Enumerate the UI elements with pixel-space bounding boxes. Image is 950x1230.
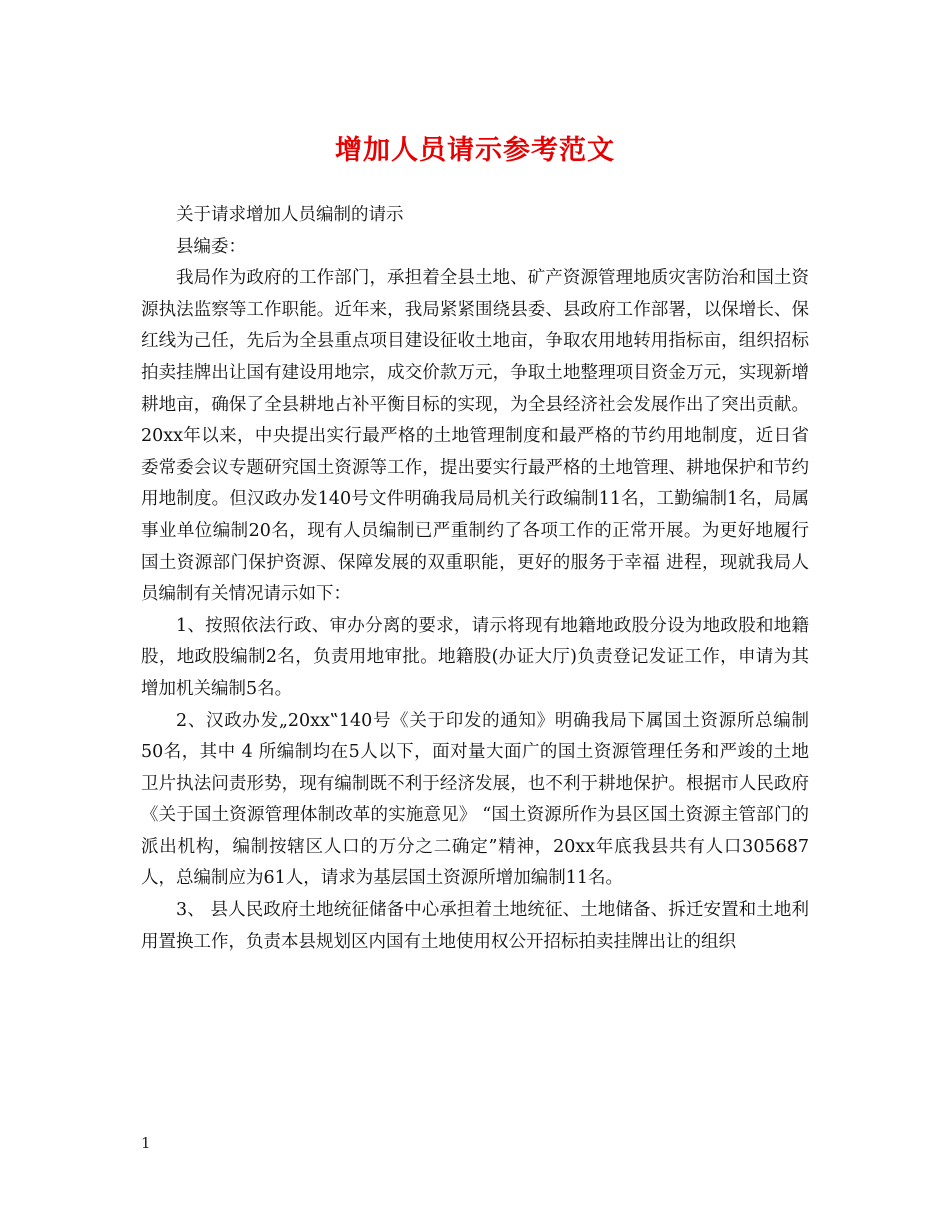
paragraph-item-2: 2、汉政办发„20xx‟140号《关于印发的通知》明确我局下属国土资源所总编制50名，其中 4 所编制均在5人以下，面对量大面广的国土资源管理任务和严竣的土地卫片执法问责形势，现有编制既不利于经济发展，也不利于耕地保护。根据市人民政府《关于国土资源管理体制改革的实施意见》 “国土资源所作为县区国土资源主管部门的派出机构，编制按辖区人口的万分之二确定”精神，20xx年底我县共有人口305687人，总编制应为61人，请求为基层国土资源所增加编制11名。 <box>141 710 809 889</box>
subject-line: 关于请求增加人员编制的请示 <box>176 205 404 225</box>
paragraph-item-3: 3、 县人民政府土地统征储备中心承担着土地统征、土地储备、拆迁安置和土地利用置换工作，负责本县规划区内国有土地使用权公开招标拍卖挂牌出让的组织 <box>141 900 809 952</box>
paragraph-item-1: 1、按照依法行政、审办分离的要求，请示将现有地籍地政股分设为地政股和地籍股，地政股编制2名，负责用地审批。地籍股(办证大厅)负责登记发证工作，申请为其增加机关编制5名。 <box>141 615 809 699</box>
addressee-line: 县编委： <box>176 236 246 257</box>
paragraph-intro: 我局作为政府的工作部门，承担着全县土地、矿产资源管理地质灾害防治和国土资源执法监察等工作职能。近年来，我局紧紧围绕县委、县政府工作部署，以保增长、保红线为己任，先后为全县重点项目建设征收土地亩，争取农用地转用指标亩，组织招标拍卖挂牌出让国有建设用地宗，成交价款万元，争取土地整理项目资金万元，实现新增耕地亩，确保了全县耕地占补平衡目标的实现，为全县经济社会发展作出了突出贡献。20xx年以来，中央提出实行最严格的土地管理制度和最严格的节约用地制度，近日省委常委会议专题研究国土资源等工作，提出要实行最严格的土地管理、耕地保护和节约用地制度。但汉政办发140号文件明确我局局机关行政编制11名，工勤编制1名，局属事业单位编制20名，现有人员编制已严重制约了各项工作的正常开展。为更好地履行国土资源部门保护资源、保障发展的双重职能，更好的服务于幸福 进程，现就我局人员编制有关情况请示如下： <box>141 268 809 605</box>
page-number: 1 <box>141 1134 151 1152</box>
document-body <box>141 200 809 958</box>
document-title: 增加人员请示参考范文 <box>335 135 615 166</box>
